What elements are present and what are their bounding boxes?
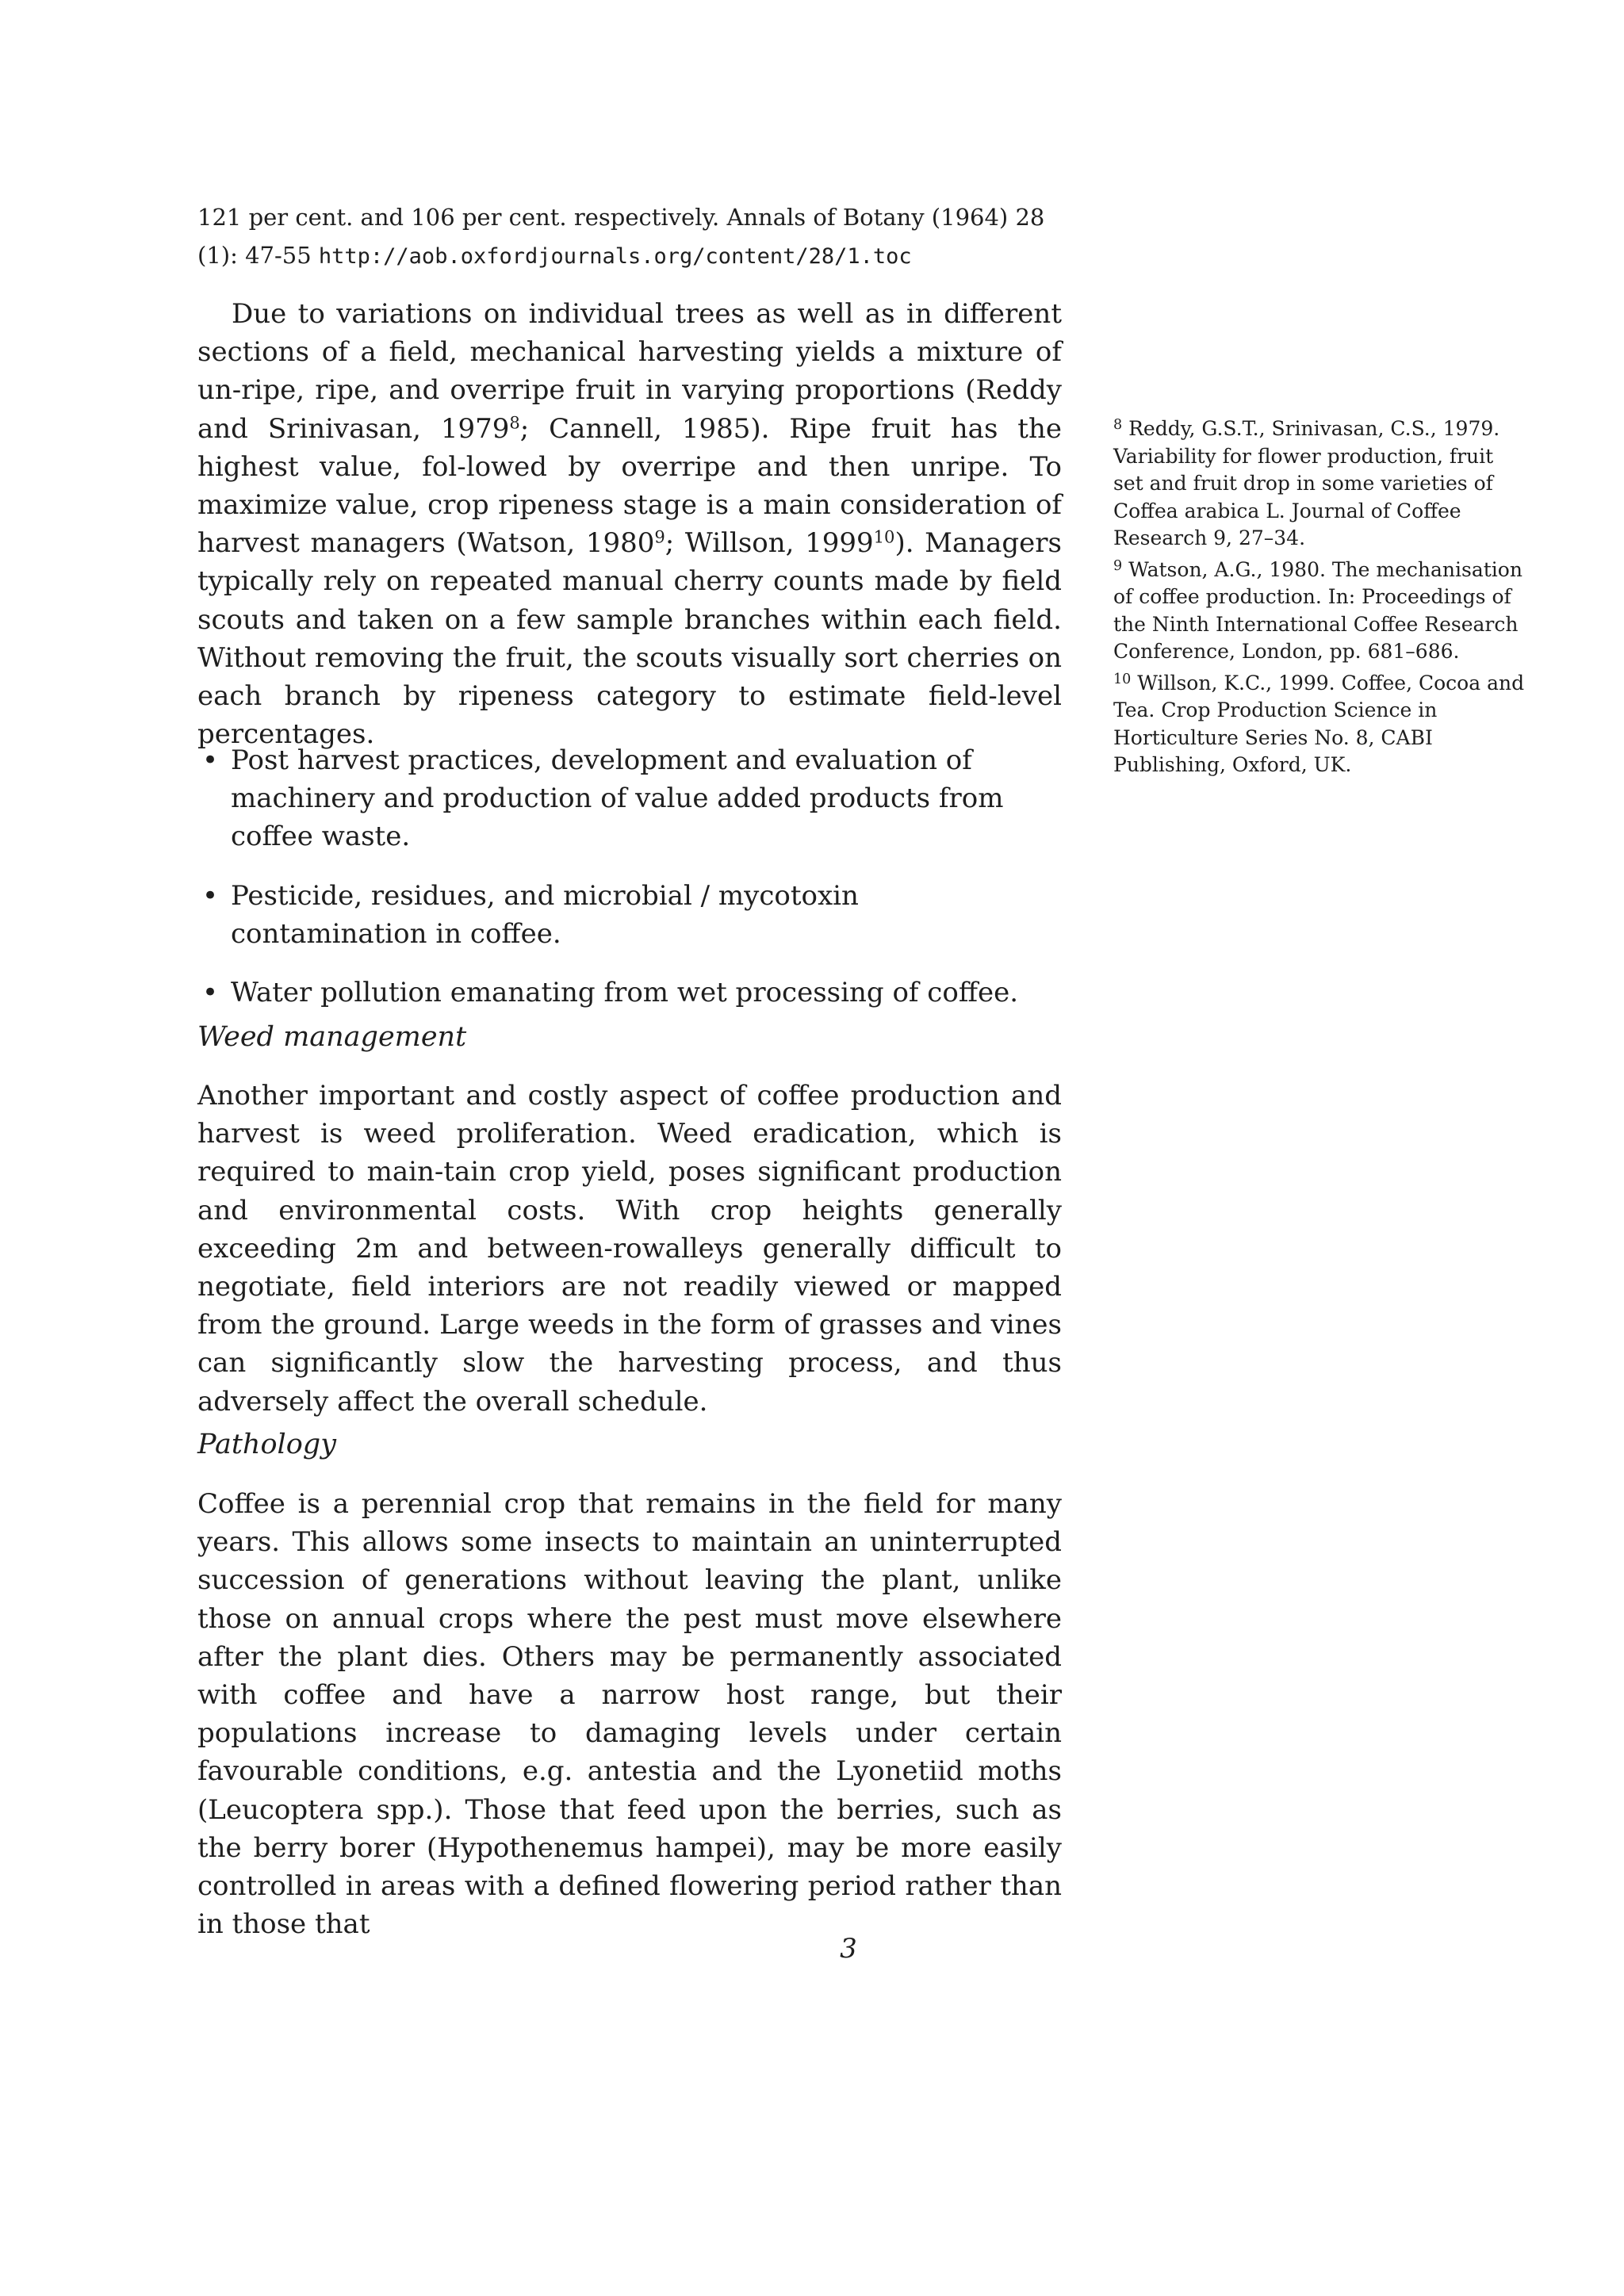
aob-link[interactable]: http://aob.oxfordjournals.org/content/28/1.toc [318,244,912,269]
carryover-citation: (1): 47-55 [197,242,319,269]
harvest-text-4: ). Managers typically rely on repeated manual cherry counts made by field scouts and taken on a few sample branches within each field. Without removing the fruit, the scouts visually sort cherries on each branch by ripeness category to estimate field-level percentages. [197,527,1062,751]
sidenote-text: Willson, K.C., 1999. Coffee, Cocoa and Tea. Crop Production Science in Horticulture Series No. 8, CABI Publishing, Oxford, UK. [1113,671,1525,776]
sidenote-9 [1113,557,1526,666]
page-number: 3 [840,1933,857,1965]
weed-management-heading: Weed management [197,1021,467,1053]
sidenote-number: 9 [1113,557,1123,574]
carryover-line-1: 121 per cent. and 106 per cent. respectively. Annals of Botany (1964) 28 [197,204,1045,231]
harvest-text-3: ; Willson, 1999 [665,527,874,560]
bullet-text: Post harvest practices, development and evaluation of machinery and production of value added products from coffee waste. [231,744,1004,853]
harvest-text-1: Due to variations on individual trees as well as in different sections of a field, mechanical harvesting yields a mixture of un-ripe, ripe, and overripe fruit in varying proportions (Reddy and Srinivasan, 1979 [197,298,1062,445]
list-item [197,974,1062,1012]
weed-management-paragraph: Another important and costly aspect of coffee production and harvest is weed proliferation. Weed eradication, which is required to main-tain crop yield, poses significant production and environmental costs. With crop heights generally exceeding 2m and between-rowalleys generally difficult to negotiate, field interiors are not readily viewed or mapped from the ground. Large weeds in the form of grasses and vines can significantly slow the harvesting process, and thus adversely affect the overall schedule. [197,1080,1062,1418]
ref-10[interactable]: 10 [873,526,895,547]
sidenote-8 [1113,415,1526,553]
sidenote-number: 10 [1113,671,1132,687]
carryover-line-2 [197,236,1062,276]
ref-9[interactable]: 9 [654,526,665,547]
sidenotes [1113,415,1526,783]
bullet-icon: • [202,977,219,1009]
bullet-icon: • [202,744,219,776]
sidenote-text: Reddy, G.S.T., Srinivasan, C.S., 1979. Variability for flower production, fruit set and fruit drop in some varieties of Coffea arabica L. Journal of Coffee Research 9, 27–34. [1113,417,1500,549]
pathology-paragraph: Coffee is a perennial crop that remains in the field for many years. This allows some insects to maintain an uninterrupted succession of generations without leaving the plant, unlike those on annual crops where the pest must move elsewhere after the plant dies. Others may be permanently associated with coffee and have a narrow host range, but their populations increase to damaging levels under certain favourable conditions, e.g. antestia and the Lyonetiid moths (Leucoptera spp.). Those that feed upon the berries, such as the berry borer (Hypothenemus hampei), may be more easily controlled in areas with a defined flowering period rather than in those that [197,1488,1062,1941]
list-item [197,741,1062,856]
bullet-text: Pesticide, residues, and microbial / mycotoxin contamination in coffee. [231,879,859,950]
ref-8[interactable]: 8 [509,412,520,433]
list-item [197,877,1062,953]
harvest-text-2: ; Cannell, 1985). Ripe fruit has the highest value, fol-lowed by overripe and then unripe. To maximize value, crop ripeness stage is a main consideration of harvest managers (Watson, 1980 [197,412,1062,560]
harvest-paragraph [197,295,1062,753]
bullet-icon: • [202,879,219,912]
sidenote-10 [1113,670,1526,779]
sidenote-number: 8 [1113,417,1123,434]
carryover-footnote [197,198,1062,276]
pathology-heading: Pathology [197,1429,336,1460]
research-topics-list [197,741,1062,1032]
sidenote-text: Watson, A.G., 1980. The mechanisation of coffee production. In: Proceedings of the Ninth International Coffee Research Conference, London, pp. 681–686. [1113,557,1522,663]
bullet-text: Water pollution emanating from wet processing of coffee. [231,977,1019,1009]
